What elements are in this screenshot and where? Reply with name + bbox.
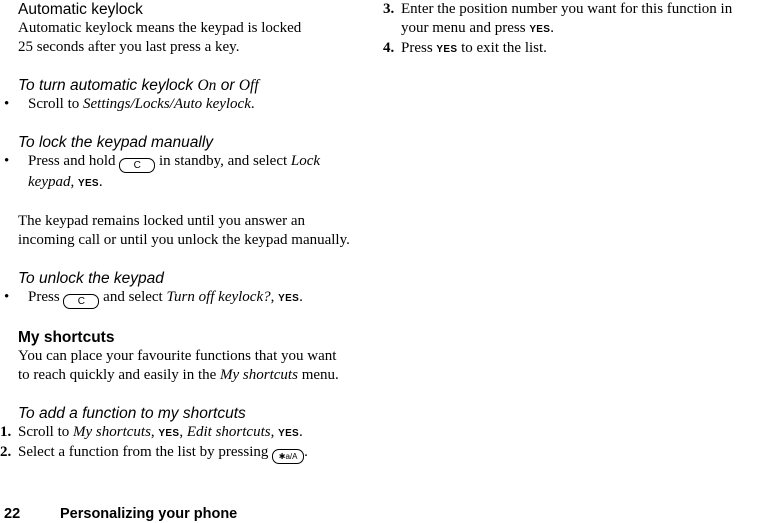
spacer: [18, 193, 388, 212]
bullet: •: [4, 289, 10, 305]
text: Press: [401, 40, 437, 56]
c-key-icon: C: [63, 294, 99, 309]
step-number: 3.: [383, 1, 395, 17]
section-title: Personalizing your phone: [60, 506, 238, 522]
edit-shortcuts-option: Edit shortcuts: [186, 424, 271, 440]
lock-manually-heading: To lock the keypad manually: [18, 134, 214, 151]
text: Press and hold: [28, 153, 120, 169]
turn-on-off-bullet-item: [4, 95, 388, 114]
c-key-icon: C: [119, 158, 155, 173]
yes-key-label: YES: [278, 293, 300, 304]
separator: ,: [70, 174, 78, 190]
yes-key-label: YES: [278, 428, 300, 439]
or-word: or: [216, 77, 239, 94]
unlock-heading: To unlock the keypad: [18, 270, 164, 287]
step-2: [0, 443, 388, 464]
text: and select: [99, 289, 167, 305]
turn-on-off-heading-prefix: To turn automatic keylock: [18, 77, 198, 94]
lock-word: Lock: [290, 153, 321, 169]
end: .: [299, 424, 303, 440]
separator: ,: [270, 424, 279, 440]
keypad-word: keypad: [28, 174, 71, 190]
spacer: [18, 385, 388, 404]
star-key-icon: ✱a/A: [272, 449, 304, 464]
yes-key-label: YES: [158, 428, 180, 439]
text: Enter the position number you want for this function in: [401, 1, 733, 17]
text: to exit the list.: [457, 40, 547, 56]
spacer: [18, 114, 388, 133]
settings-path: Settings/Locks/Auto keylock: [83, 96, 251, 112]
text: Select a function from the list by pressing: [18, 444, 273, 460]
autokeylock-line-2: 25 seconds after you last press a key.: [18, 39, 240, 55]
my-shortcuts-menu-name: My shortcuts: [220, 367, 298, 383]
autokeylock-heading: Automatic keylock: [18, 1, 143, 18]
turn-on-off-heading: [18, 76, 388, 95]
my-shortcuts-heading: My shortcuts: [18, 329, 115, 346]
bullet: •: [4, 153, 10, 169]
spacer: [18, 250, 388, 269]
autokeylock-line-1: Automatic keylock means the keypad is locked: [18, 20, 302, 36]
end: .: [304, 444, 308, 460]
text: menu.: [297, 367, 339, 383]
suffix: .: [250, 96, 255, 112]
left-column: [0, 0, 388, 464]
my-shortcuts-word: My shortcuts: [73, 424, 151, 440]
off-word: Off: [238, 77, 259, 94]
separator: ,: [150, 424, 159, 440]
yes-key-label: YES: [529, 24, 551, 35]
shortcuts-line-2: [18, 366, 388, 385]
spacer: [18, 57, 388, 76]
end: .: [299, 289, 303, 305]
page-footer: [0, 506, 781, 523]
step-3: [383, 0, 779, 39]
lock-note-line-2: incoming call or until you unlock the keypad manually.: [18, 232, 350, 248]
add-function-heading: To add a function to my shortcuts: [18, 405, 246, 422]
separator: ,: [179, 424, 187, 440]
text: to reach quickly and easily in the: [18, 367, 221, 383]
end: .: [98, 174, 103, 190]
turn-off-keylock-option: Turn off keylock?: [166, 289, 271, 305]
lock-note-line-1: The keypad remains locked until you answer an: [18, 213, 305, 229]
bullet: •: [4, 96, 10, 112]
step-number: 4.: [383, 40, 395, 56]
step-1: [0, 423, 388, 443]
shortcuts-line-1: You can place your favourite functions that you want: [18, 348, 337, 364]
text: in standby, and select: [155, 153, 291, 169]
step-4: [383, 39, 779, 59]
step-number: 2.: [0, 444, 12, 460]
right-column: [383, 0, 779, 59]
separator: ,: [270, 289, 279, 305]
scroll-prefix: Scroll to: [28, 96, 83, 112]
end: .: [550, 20, 554, 36]
on-word: On: [197, 77, 217, 94]
step-number: 1.: [0, 424, 12, 440]
text: Scroll to: [18, 424, 73, 440]
lock-manually-bullet-item: [4, 152, 388, 193]
yes-key-label: YES: [77, 178, 99, 189]
text: your menu and press: [401, 20, 530, 36]
text: Press: [28, 289, 64, 305]
spacer: [18, 309, 388, 328]
unlock-bullet-item: [4, 288, 388, 309]
page-number: 22: [4, 506, 21, 522]
yes-key-label: YES: [436, 44, 458, 55]
